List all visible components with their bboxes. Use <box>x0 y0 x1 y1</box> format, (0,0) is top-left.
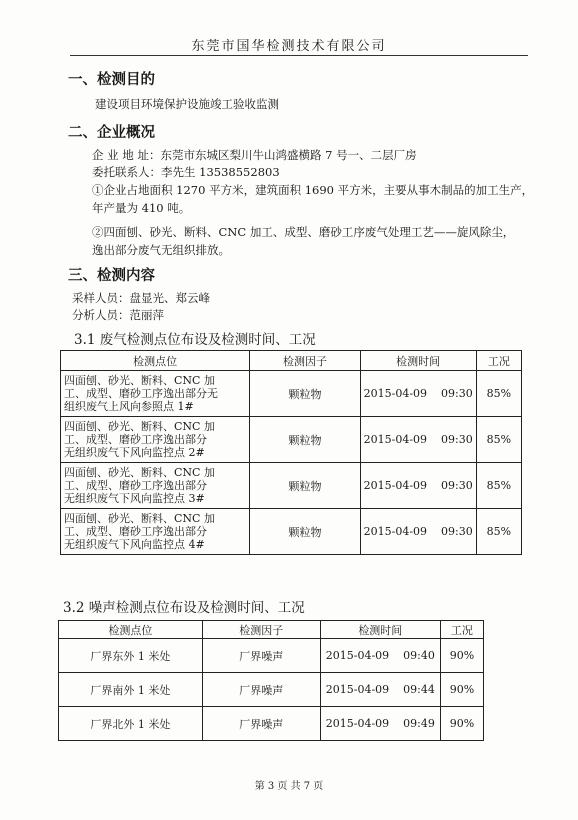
table1-time-cell: 2015-04-09 09:30 <box>360 417 476 463</box>
table2-factor-cell: 厂界噪声 <box>202 707 320 741</box>
note1-line2: 年产量为 410 吨。 <box>92 201 191 215</box>
table1-title: 3.1 废气检测点位布设及检测时间、工况 <box>74 332 316 348</box>
note2-line2: 逸出部分废气无组织排放。 <box>92 243 230 257</box>
table2-time-cell: 2015-04-09 09:49 <box>320 707 440 741</box>
table1-location-cell <box>61 417 250 463</box>
table2-load-cell: 90% <box>440 707 483 741</box>
table2-header-time: 检测时间 <box>320 621 440 639</box>
table2-header-factor: 检测因子 <box>202 621 320 639</box>
table2-time-cell: 2015-04-09 09:44 <box>320 673 440 707</box>
section2-title: 二、企业概况 <box>68 125 155 141</box>
table2-location-cell: 厂界北外 1 米处 <box>59 707 203 741</box>
table2-location-cell: 厂界东外 1 米处 <box>59 639 203 673</box>
location-line: 组织废气上风向参照点 1# <box>64 400 194 413</box>
location-line: 四面刨、砂光、断料、CNC 加 <box>64 512 215 525</box>
location-line: 四面刨、砂光、断料、CNC 加 <box>64 420 215 433</box>
table1-factor-cell: 颗粒物 <box>250 371 360 417</box>
table1-factor-cell: 颗粒物 <box>250 463 360 509</box>
location-line: 工、成型、磨砂工序逸出部分无 <box>64 387 218 400</box>
location-line: 四面刨、砂光、断料、CNC 加 <box>64 374 215 387</box>
table1-load-cell: 85% <box>476 463 521 509</box>
location-line: 工、成型、磨砂工序逸出部分 <box>64 433 207 446</box>
table-row <box>61 371 522 417</box>
location-line: 四面刨、砂光、断料、CNC 加 <box>64 466 215 479</box>
location-line: 无组织废气下风向监控点 2# <box>64 446 205 459</box>
address-line: 企 业 地 址：东莞市东城区梨川牛山鸿盛横路 7 号一、二层厂房 <box>92 148 417 162</box>
table-row <box>61 509 522 555</box>
table1-load-cell: 85% <box>476 371 521 417</box>
table1-time-cell: 2015-04-09 09:30 <box>360 371 476 417</box>
table1-factor-cell: 颗粒物 <box>250 509 360 555</box>
note1-line1: ①企业占地面积 1270 平方米，建筑面积 1690 平方米，主要从事木制品的加工生产， <box>92 183 534 197</box>
table2-header-location: 检测点位 <box>59 621 203 639</box>
sampler-line: 采样人员：盘显光、郑云峰 <box>72 291 210 305</box>
table-row <box>61 463 522 509</box>
header-divider <box>70 55 528 56</box>
table2-title: 3.2 噪声检测点位布设及检测时间、工况 <box>63 600 305 616</box>
location-line: 无组织废气下风向监控点 4# <box>64 538 205 551</box>
table2-load-cell: 90% <box>440 639 483 673</box>
table2-factor-cell: 厂界噪声 <box>202 673 320 707</box>
table1-location-cell <box>61 463 250 509</box>
analyst-line: 分析人员：范丽萍 <box>72 308 164 322</box>
note2-line1: ②四面刨、砂光、断料、CNC 加工、成型、磨砂工序废气处理工艺——旋风除尘， <box>92 225 515 239</box>
section1-body: 建设项目环境保护设施竣工验收监测 <box>95 97 279 111</box>
table2 <box>58 620 484 741</box>
section1-title: 一、检测目的 <box>68 72 155 88</box>
table1-header-location: 检测点位 <box>61 351 250 371</box>
table2-header-load: 工况 <box>440 621 483 639</box>
table1-header-time: 检测时间 <box>360 351 476 371</box>
location-line: 工、成型、磨砂工序逸出部分 <box>64 479 207 492</box>
table1-factor-cell: 颗粒物 <box>250 417 360 463</box>
contact-line: 委托联系人：李先生 13538552803 <box>92 165 280 179</box>
table1-time-cell: 2015-04-09 09:30 <box>360 509 476 555</box>
table1-location-cell <box>61 509 250 555</box>
section3-title: 三、检测内容 <box>68 268 155 284</box>
table1 <box>60 350 522 555</box>
table2-load-cell: 90% <box>440 673 483 707</box>
table-row <box>59 639 484 673</box>
location-line: 工、成型、磨砂工序逸出部分 <box>64 525 207 538</box>
table1-load-cell: 85% <box>476 417 521 463</box>
table1-time-cell: 2015-04-09 09:30 <box>360 463 476 509</box>
table1-header-load: 工况 <box>476 351 521 371</box>
table1-header-factor: 检测因子 <box>250 351 360 371</box>
location-line: 无组织废气下风向监控点 3# <box>64 492 205 505</box>
page-number: 第 3 页 共 7 页 <box>254 781 324 792</box>
header-company-name: 东莞市国华检测技术有限公司 <box>191 39 387 54</box>
table1-location-cell <box>61 371 250 417</box>
table2-location-cell: 厂界南外 1 米处 <box>59 673 203 707</box>
table2-time-cell: 2015-04-09 09:40 <box>320 639 440 673</box>
table-row <box>59 673 484 707</box>
table2-factor-cell: 厂界噪声 <box>202 639 320 673</box>
table-row <box>61 417 522 463</box>
table-row <box>59 707 484 741</box>
table1-load-cell: 85% <box>476 509 521 555</box>
